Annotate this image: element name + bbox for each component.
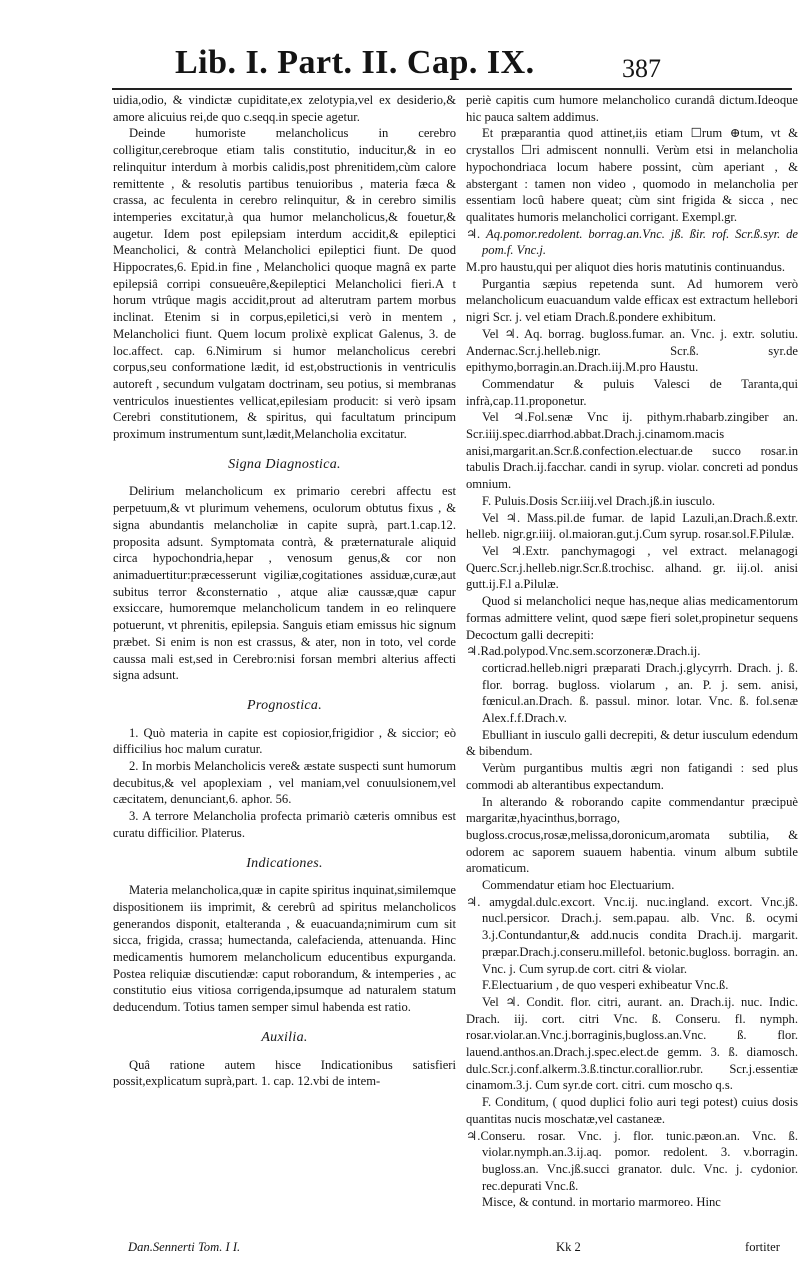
running-head: Lib. I. Part. II. Cap. IX. (175, 44, 535, 81)
recipe: ♃. amygdal.dulc.excort. Vnc.ij. nuc.ingland. excort. Vnc.jß. nucl.persicor. Drach.j. sem.papau. alb. Vnc. ß. ocymi 3.j.Contundantur,& add.nucis condita Drach.ij. margarit. præpar.Drach.j.conseru.millefol. betonic.bugloss. borragin. an. Vnc. j. Cum syrup.de cort. citri & violar. (466, 894, 798, 976)
page-footer (0, 1240, 800, 1260)
paragraph: Delirium melancholicum ex primario cerebri affectu est perpetuum,& vt plurimum vehemens, oculorum obtutus fixus , & signa abundantis melancholiæ in capite suprà, part.1.cap.12. proposita adsunt. Symptomata contrà, & præternaturale aliquid circa hypochondria,hepar , venosum genus,& cor non animaduertitur:præcesserunt vigiliæ,cogitationes assiduæ,curæ,aut subitus terror &consternatio , atque aliæ caussæ,quæ capur exsiccare, humoremque melancholicum tandem in eo relinquere potuerunt, vt phrenitis, epilepsia. Sanguis etiam emissus hic signum præbet. Si enim is non est crassus, & ater, non in toto, vel corde caussa mali est,sed in Cerebro:nisi forsan membri alterius affecti signa adsunt. (113, 484, 456, 683)
right-column (466, 92, 798, 1211)
paragraph: Commendatur etiam hoc Electuarium. (482, 878, 675, 893)
numbered-item: 2. In morbis Melancholicis vere& æstate suspecti sunt humorum decubitus,& vel apoplexiam , vel maniam,vel conuulsionem,vel cæcitatem, denunciant,6. aphor. 56. (113, 759, 456, 807)
paragraph: periè capitis cum humore melancholico curandâ dictum.Ideoque hic pauca saltem addimus. (466, 93, 798, 124)
recipe: Vel ♃. Aq. borrag. bugloss.fumar. an. Vnc. j. extr. solutiu. Andernac.Scr.j.helleb.nigr. Scr.ß. syr.de epithymo,borragin.an.Drach.iij.M.pro Haustu. (466, 326, 798, 375)
paragraph: M.pro haustu,qui per aliquot dies horis matutinis continuandus. (466, 260, 786, 275)
paragraph: uidia,odio, & vindictæ cupiditate,ex zelotypia,vel ex desiderio,& amore alicuius rei,de quo c.seqq.in specie agetur. (113, 93, 456, 124)
page-header (0, 44, 800, 88)
numbered-item: 1. Quò materia in capite est copiosior,frigidior , & siccior; eò difficilius hoc malum curatur. (113, 725, 456, 757)
catchword: fortiter (745, 1240, 780, 1254)
section-heading: Signa Diagnostica. (228, 456, 341, 472)
paragraph: Verùm purgantibus multis ægri non fatigandi : sed plus commodi ab alterantibus expectandum. (466, 761, 798, 792)
recipe: ♃. Aq.pomor.redolent. borrag.an.Vnc. jß. ßir. rof. Scr.ß.syr. de pom.f. Vnc.j. (466, 226, 798, 258)
section-heading: Indicationes. (246, 855, 323, 871)
left-column (113, 92, 456, 1090)
recipe: Vel ♃. Condit. flor. citri, aurant. an. Drach.ij. nuc. Indic. Drach. iij. cort. citri Vnc. ß. Conseru. fl. nymph. rosar.violar.an.Vnc.j.borraginis,bugloss.an.Vnc. ß. flor. lauend.anthos.an.Drach.j.spec.elect.de gemm. 3. ß. diamosch. dulc.Scr.j.conf.alkerm.3.ß.tinctur.corallior.rubr. Scr.j.essentiæ cinamom.3.j. Cum syr.de cort. citri. cum moscho q.s. (466, 994, 798, 1093)
page-number: 387 (622, 54, 661, 83)
paragraph: Quâ ratione autem hisce Indicationibus satisfieri possit,explicatum suprà,part. 1. cap. 12.vbi de intem- (113, 1057, 456, 1089)
paragraph: Misce, & contund. in mortario marmoreo. Hinc (482, 1195, 721, 1210)
section-heading: Auxilia. (261, 1029, 308, 1045)
quire-mark: Kk 2 (556, 1240, 581, 1254)
header-rule (112, 88, 792, 90)
paragraph: Et præparantia quod attinet,iis etiam ☐rum ⊕tum, vt & crystallos ☐ri admiscent nonnulli. Verùm etsi in melancholia hypochondriaca locum habere possint, cùm aperiant , & abstergant : tamen non video , quomodo in melancholia per essentiam locû habere queat; cùm sint frigida & sicca , nec qualitates humoris melancholici corrigant. Exempl.gr. (466, 126, 798, 224)
signature-line: Dan.Sennerti Tom. I I. (128, 1240, 241, 1254)
recipe: ♃.Conseru. rosar. Vnc. j. flor. tunic.pæon.an. Vnc. ß. violar.nymph.an.3.ij.aq. pomor. redolent. 3. v.borragin. bugloss.an. Vnc.jß.succi granator. dulc. Vnc. j. cydonior. rec.depurati Vnc.ß. (466, 1128, 798, 1193)
paragraph: F. Conditum, ( quod duplici folio auri tegi potest) cuius dosis quantitas nucis moschatæ,vel castaneæ. (466, 1095, 798, 1126)
paragraph: F. Puluis.Dosis Scr.iiij.vel Drach.jß.in iusculo. (482, 493, 716, 508)
paragraph: In alterando & roborando capite commendantur præcipuè margaritæ,hyacinthus,borrago, bugloss.crocus,rosæ,melissa,doronicum,aromata subtilia, & odorem ac saporem suauem habentia. vinum album subtile aromaticum. (466, 794, 798, 876)
paragraph: Purgantia sæpius repetenda sunt. Ad humorem verò melancholicum euacuandum valde efficax est extractum hellebori nigri Scr. j. vel etiam Drach.ß.pondere exhibitum. (466, 276, 798, 325)
recipe: Vel ♃.Extr. panchymagogi , vel extract. melanagogi Querc.Scr.j.helleb.nigr.Scr.ß.trochisc. alhand. gr. iij.ol. anisi gutt.ij.F.l a.Pilulæ. (466, 543, 798, 592)
paragraph: Quod si melancholici neque has,neque alias medicamentorum formas admittere velint, quod sæpe fieri solet,propinetur sequens Decoctum galli decrepiti: (466, 594, 798, 642)
recipe: Vel ♃.Fol.senæ Vnc ij. pithym.rhabarb.zingiber an. Scr.iiij.spec.diarrhod.abbat.Drach.j.cinamom.macis anisi,margarit.an.Scr.ß.confection.electuar.de succo rosar.in tabulis Drach.ij.facchar. candi in syrup. violar. concreti ad pondus omnium. (466, 410, 798, 492)
paragraph: F.Electuarium , de quo vesperi exhibeatur Vnc.ß. (482, 978, 729, 993)
paragraph: Ebulliant in iusculo galli decrepiti, & detur iusculum edendum & bibendum. (466, 727, 798, 759)
paragraph: Materia melancholica,quæ in capite spiritus inquinat,similemque dispositionem iis imprimit, & cerebrû ad spiritus melancholicos generandos disponit, etalteranda , & euacuanda;nimirum cum sit sicca, frigida, crassa; humectanda, calefacienda, attenuanda. Hinc medicamentis humorem melancholicum educentibus expurganda. Postea reliquiæ discutiendæ: caput roborandum, & intemperies , ac constitutio eius vitiosa corrigenda,ipsumque ad naturalem statum deducendum. Totius tamen semper simul habenda est ratio. (113, 883, 456, 1015)
numbered-item: 3. A terrore Melancholia profecta primariò cæteris omnibus est curatu difficilior. Platerus. (113, 809, 456, 840)
section-heading: Prognostica. (246, 697, 323, 713)
recipe: ♃.Rad.polypod.Vnc.sem.scorzoneræ.Drach.ij. corticrad.helleb.nigri præparati Drach.j.glycyrrh. Drach. j. ß. flor. borrag. bugloss. violarum , an. P. j. sem. anisi, fœnicul.an.Drach. ß. passul. minor. lotar. Vnc. ß. fol.senæ Alex.f.f.Drach.v. (466, 644, 798, 726)
paragraph: Commendatur & puluis Valesci de Taranta,qui infrà,cap.11.proponetur. (466, 376, 798, 408)
recipe: Vel ♃. Mass.pil.de fumar. de lapid Lazuli,an.Drach.ß.extr. helleb. nigr.gr.iiij. ol.maioran.gut.j.Cum syrup. rosar.sol.F.Pilulæ. (466, 510, 798, 542)
paragraph: Deinde humoriste melancholicus in cerebro colligitur,cerebroque etiam talis constitutio, inducitur,& in eo relinquitur interdum à morbis calidis,post phrenitidem,cùm calore remittente , & resolutis partibus tenuioribus , materia fæca & crassa, ac feculenta in cerebro relinquitur, & in cerebro similis intemperies excitatur,à qua humor melancholicus,& fouetur,& augetur. Idem post epilepsiam interdum accidit,& epileptici Meancholici, & contrà Melancholici epileptici fiunt. De quod Hippocrates,6. Epid.in fine , Melancholici quoque magnâ ex parte epilepsiâ corripi consueuêre,&epileptici Melancholici fieri.A t horum vtrûque magis accidit,prout ad alterutram partem morbus inclinat. Etenim si in corpus,epiletici,si verò in mentem , Melancholici fiunt. Quem locum prolixè explicat Galenus, 3. de loc.affect. cap. 6.Nimirum si humor melancholicus cerebri corpus,seu conformatione lædit, id est,obstructionis in ventriculis autoreft , secundum vulgatam doctrinam, seu potius, si membranas ventriculos inuestientes vellicat,epilesiam producit: si verò ipsam Cerebri constitutionem, & spiritus, qui facultatum principum proximum instrumentum sunt,lædit,Melancholia excitatur. (113, 126, 456, 442)
